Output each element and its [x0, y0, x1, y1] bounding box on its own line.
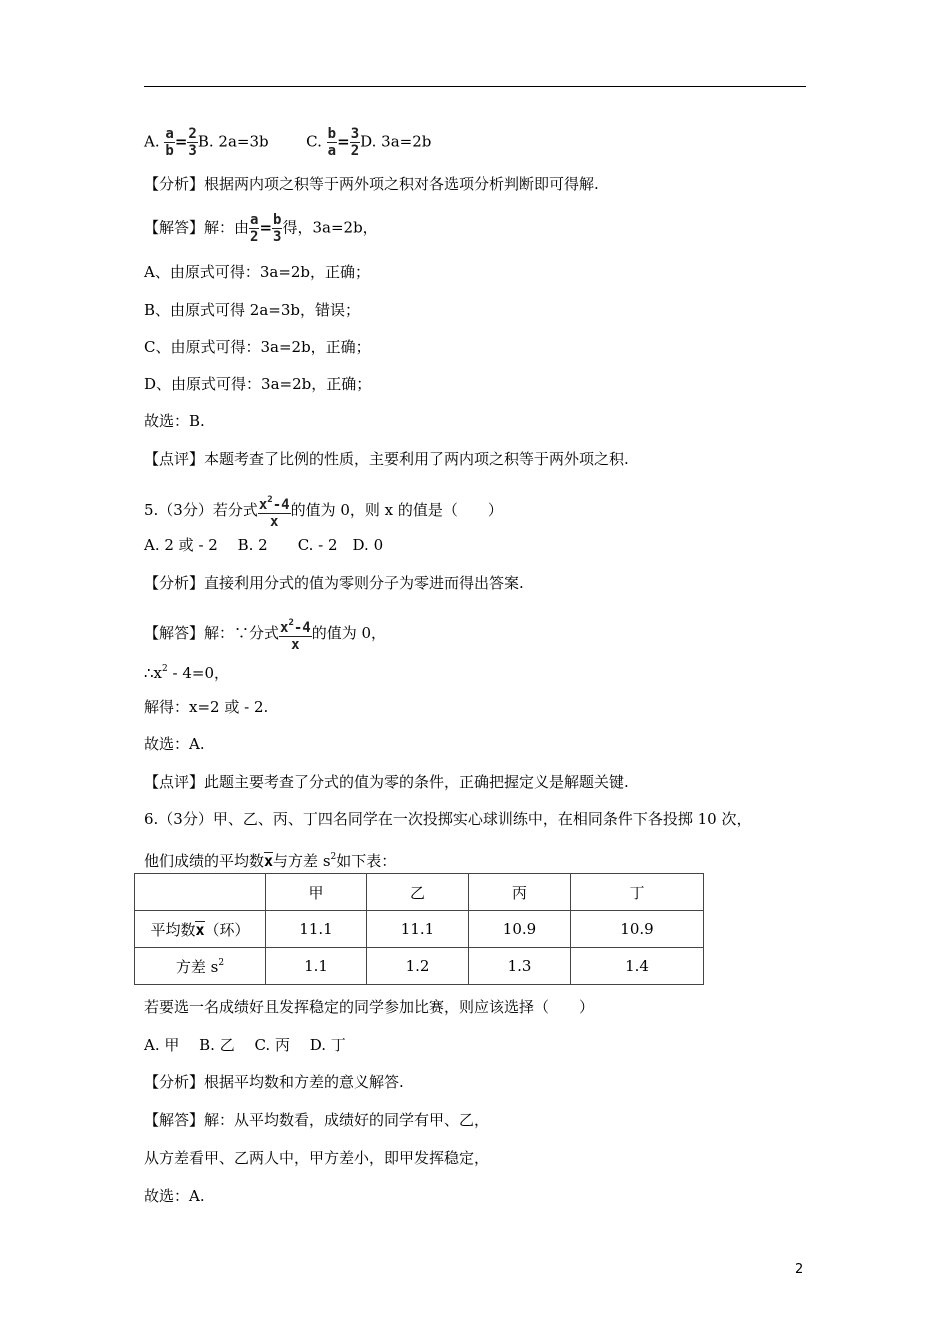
- q4-comment: 【点评】本题考查了比例的性质，主要利用了两内项之积等于两外项之积.: [144, 450, 629, 468]
- q5-comment: 【点评】此题主要考查了分式的值为零的条件，正确把握定义是解题关键.: [144, 773, 629, 791]
- table-cell: 1.3: [469, 948, 571, 985]
- q5-equation: $\therefore x^2 - 4=0$，: [144, 664, 230, 682]
- table-header-row: [135, 874, 704, 911]
- q5-fraction: $\frac{x^2-4}{x}$: [258, 495, 290, 530]
- table-cell: 1.2: [367, 948, 469, 985]
- q4-option-c-frac-left: $\frac{b}{a}$: [327, 126, 337, 159]
- q4-line-d: D、由原式可得：3a=2b，正确；: [144, 375, 372, 393]
- q4-option-c-label: C.: [306, 132, 322, 151]
- q4-line-a: A、由原式可得：3a=2b，正确；: [144, 263, 371, 281]
- q4-answer-frac-right: $\frac{b}{3}$: [273, 212, 282, 245]
- table-header-cell: 丁: [571, 874, 704, 911]
- mean-symbol: x: [264, 852, 274, 870]
- q4-line-b: B、由原式可得 2a=3b，错误；: [144, 301, 360, 319]
- q4-choice: 故选：B.: [144, 412, 205, 430]
- q4-option-a-label: A.: [144, 132, 160, 151]
- table-cell: 10.9: [571, 911, 704, 948]
- table-header-cell: 甲: [266, 874, 367, 911]
- q6-options: A. 甲 B. 乙 C. 丙 D. 丁: [144, 1036, 346, 1054]
- q4-options: A. $\frac{a}{b}$ = $\frac{2}{3}$ B. 2a=3b C. $\frac{b}{a}$ = $\frac{3}{2}$ D. 3a=2b: [144, 126, 432, 159]
- q6-stem-line2: 他们成绩的平均数x与方差 $s^2$如下表：: [144, 852, 397, 870]
- table-cell: 1.4: [571, 948, 704, 985]
- q4-option-b: B. 2a=3b: [197, 132, 269, 151]
- q4-answer: 【解答】解：由 $\frac{a}{2}$ = $\frac{b}{3}$ 得，3a=2b，: [144, 212, 378, 245]
- q5-options: A. 2 或 - 2 B. 2 C. - 2 D. 0: [144, 536, 384, 554]
- q6-analysis: 【分析】根据平均数和方差的意义解答.: [144, 1073, 404, 1091]
- q4-option-d: D. 3a=2b: [360, 132, 432, 151]
- q4-option-a-frac-right: $\frac{2}{3}$: [188, 126, 197, 159]
- q6-question: 若要选一名成绩好且发挥稳定的同学参加比赛，则应该选择（ ）: [144, 998, 595, 1016]
- q5-answer-fraction: $\frac{x^2-4}{x}$: [280, 618, 311, 653]
- table-row: [135, 911, 704, 948]
- table-header-cell: 丙: [469, 874, 571, 911]
- q5-analysis: 【分析】直接利用分式的值为零则分子为零进而得出答案.: [144, 574, 524, 592]
- table-cell: 10.9: [469, 911, 571, 948]
- q6-stem-line1: 6.（3分）甲、乙、丙、丁四名同学在一次投掷实心球训练中，在相同条件下各投掷 10 次，: [144, 810, 752, 828]
- q5-stem: 5.（3分）若分式 $\frac{x^2-4}{x}$ 的值为 0，则 x 的值是（ ）: [144, 492, 503, 530]
- q4-option-c-frac-right: $\frac{3}{2}$: [350, 126, 360, 159]
- q4-line-c: C、由原式可得：3a=2b，正确；: [144, 338, 371, 356]
- q6-answer-line2: 从方差看甲、乙两人中，甲方差小，即甲发挥稳定，: [144, 1149, 490, 1167]
- table-header-cell: 乙: [367, 874, 469, 911]
- table-header-cell: [135, 874, 266, 911]
- table-row: [135, 948, 704, 985]
- q4-option-a-frac-left: $\frac{a}{b}$: [165, 126, 174, 159]
- table-row-label: 方差 $s^2$: [135, 948, 266, 985]
- q6-answer-line1: 【解答】解：从平均数看，成绩好的同学有甲、乙，: [144, 1111, 490, 1129]
- q5-solution: 解得：x=2 或 - 2.: [144, 698, 269, 716]
- table-cell: 11.1: [367, 911, 469, 948]
- page-number: 2: [795, 1262, 804, 1277]
- table-row-label: 平均数x（环）: [135, 911, 266, 948]
- table-cell: 11.1: [266, 911, 367, 948]
- table-cell: 1.1: [266, 948, 367, 985]
- q4-answer-frac-left: $\frac{a}{2}$: [250, 212, 259, 245]
- q6-choice: 故选：A.: [144, 1187, 205, 1205]
- q4-analysis: 【分析】根据两内项之积等于两外项之积对各选项分析判断即可得解.: [144, 175, 599, 193]
- header-rule: [144, 86, 806, 87]
- q5-answer: 【解答】解：∵分式 $\frac{x^2-4}{x}$ 的值为 0，: [144, 615, 386, 653]
- scores-table: [134, 873, 704, 985]
- q5-choice: 故选：A.: [144, 735, 205, 753]
